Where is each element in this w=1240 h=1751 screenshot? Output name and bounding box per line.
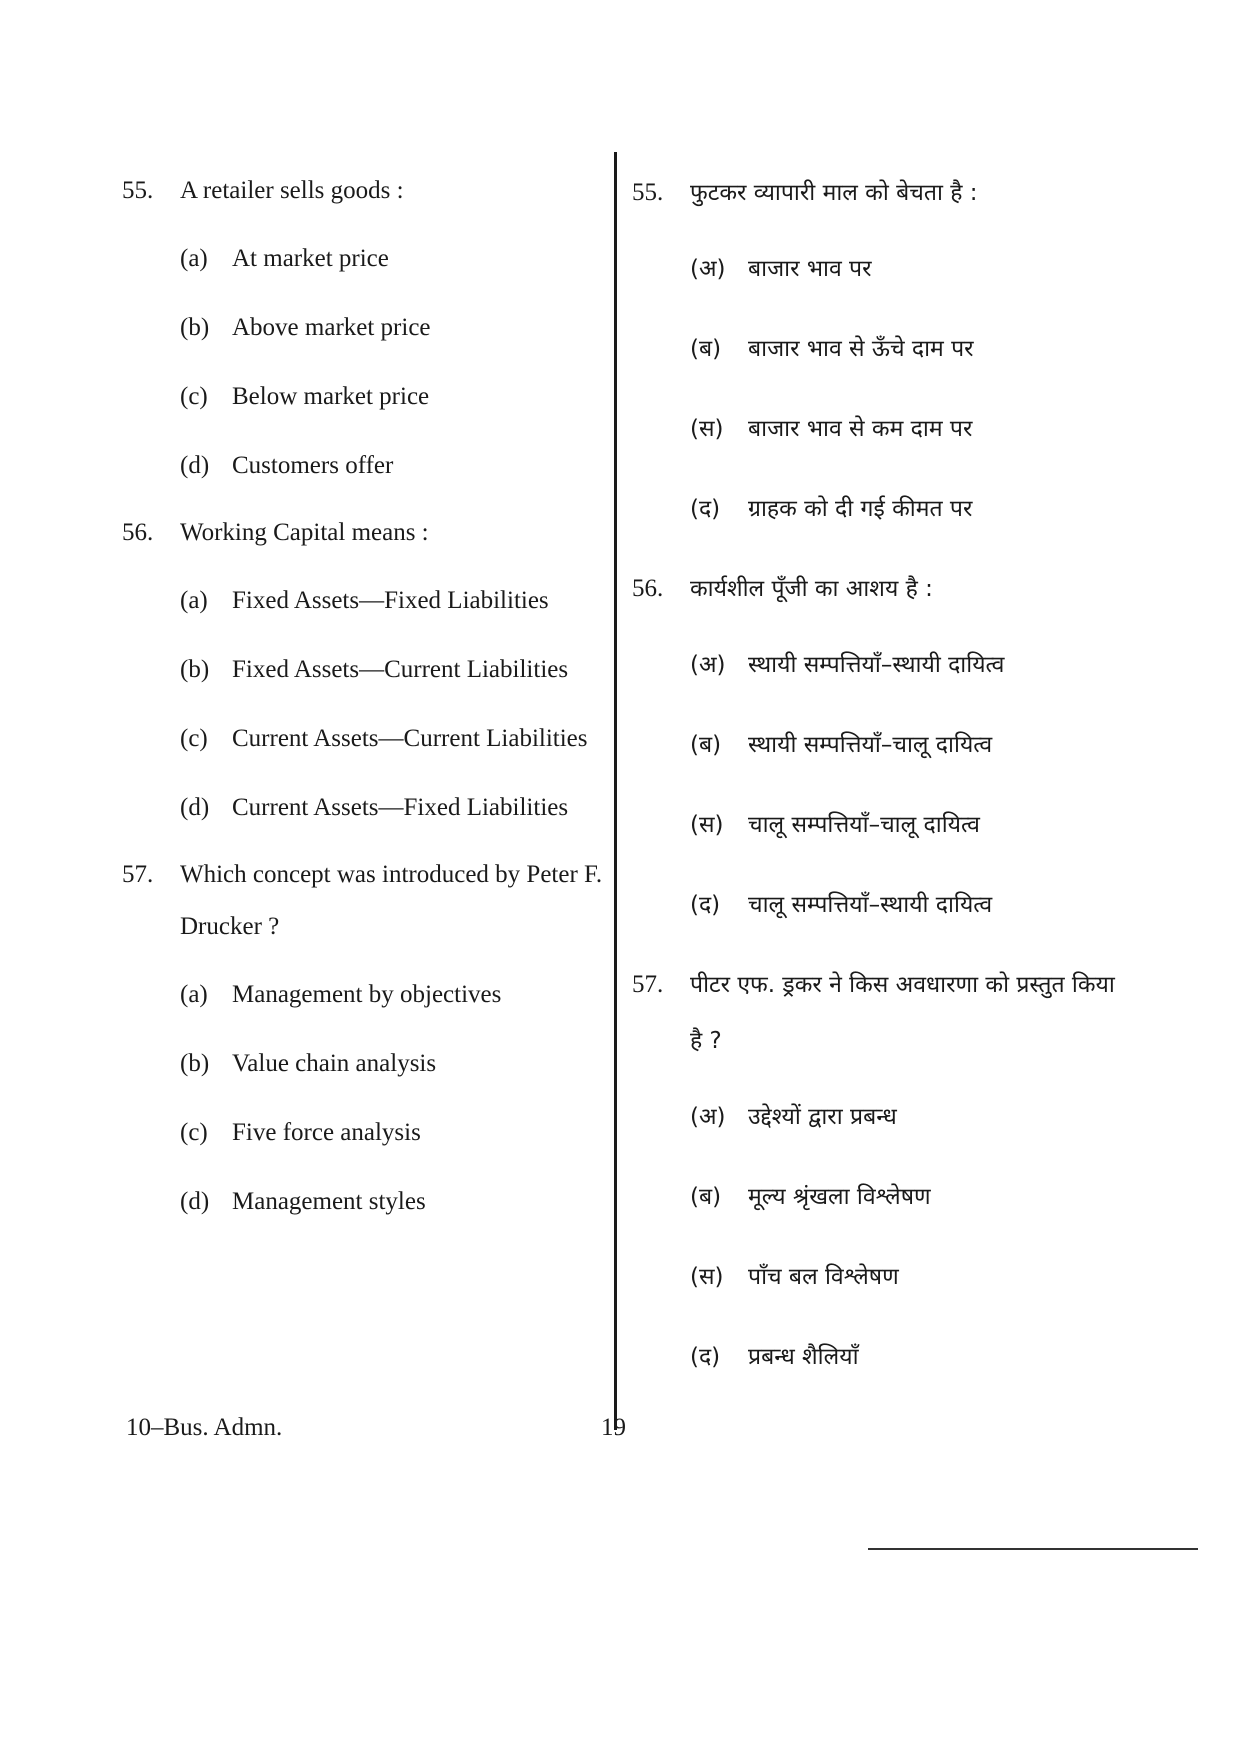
question-number: 56. [122, 519, 154, 546]
option-c [180, 369, 604, 425]
option-label: (d) [180, 452, 210, 479]
option-d [180, 780, 604, 836]
option-a [180, 231, 604, 287]
option-label: (b) [180, 1050, 210, 1077]
option-text: बाजार भाव से ऊँचे दाम पर [748, 336, 974, 362]
option-text: पाँच बल विश्लेषण [748, 1264, 899, 1290]
option-text: स्थायी सम्पत्तियाँ–स्थायी दायित्व [748, 652, 1005, 678]
option-label: (b) [180, 656, 210, 683]
question-text: Which concept was introduced by Peter F. Drucker ? [180, 861, 603, 940]
question-text: कार्यशील पूँजी का आशय है : [690, 576, 933, 602]
options-57-hi [690, 1089, 1132, 1385]
option-label: (b) [180, 314, 210, 341]
question-number: 55. [122, 177, 154, 204]
question-57-hi [632, 957, 1132, 1069]
option-b [180, 642, 604, 698]
option-label: (ब) [690, 336, 722, 362]
hindi-column [632, 165, 1132, 1409]
option-label: (अ) [690, 652, 726, 678]
question-55-hi [632, 165, 1132, 221]
question-number: 57. [122, 861, 154, 888]
option-text: At market price [232, 245, 389, 272]
options-55-hi [690, 241, 1132, 537]
subject-code: 10–Bus. Admn. [126, 1414, 283, 1441]
question-number: 55. [632, 179, 664, 206]
bottom-rule [868, 1548, 1198, 1550]
option-label: (c) [180, 725, 208, 752]
option-label: (a) [180, 587, 208, 614]
option-label: (स) [690, 416, 724, 442]
question-number: 57. [632, 971, 664, 998]
option-text: ग्राहक को दी गई कीमत पर [748, 496, 973, 522]
option-text: Fixed Assets—Current Liabilities [232, 656, 569, 683]
option-b [690, 321, 1132, 377]
option-b [690, 717, 1132, 773]
option-label: (द) [690, 496, 721, 522]
option-label: (द) [690, 892, 721, 918]
option-c [180, 1105, 604, 1161]
option-label: (a) [180, 981, 208, 1008]
question-56-en [122, 507, 604, 559]
option-label: (द) [690, 1344, 721, 1370]
options-56-hi [690, 637, 1132, 933]
option-a [690, 1089, 1132, 1145]
option-label: (d) [180, 1188, 210, 1215]
option-d [690, 481, 1132, 537]
option-label: (स) [690, 1264, 724, 1290]
option-text: Above market price [232, 314, 431, 341]
question-56-hi [632, 561, 1132, 617]
option-text: Current Assets—Current Liabilities [232, 725, 588, 752]
option-d [180, 1174, 604, 1230]
question-number: 56. [632, 575, 664, 602]
options-56-en [180, 573, 604, 836]
option-b [180, 300, 604, 356]
option-text: Value chain analysis [232, 1050, 437, 1077]
option-text: मूल्य श्रृंखला विश्लेषण [748, 1184, 931, 1210]
question-57-en [122, 849, 604, 953]
option-text: Customers offer [232, 452, 394, 479]
option-label: (d) [180, 794, 210, 821]
option-d [690, 877, 1132, 933]
option-c [690, 401, 1132, 457]
option-a [180, 573, 604, 629]
question-text: A retailer sells goods : [180, 177, 404, 204]
question-55-en [122, 165, 604, 217]
option-b [180, 1036, 604, 1092]
question-text: पीटर एफ. ड्रकर ने किस अवधारणा को प्रस्तुत किया है ? [690, 972, 1115, 1054]
option-label: (स) [690, 812, 724, 838]
options-55-en [180, 231, 604, 494]
option-label: (a) [180, 245, 208, 272]
option-text: चालू सम्पत्तियाँ–स्थायी दायित्व [748, 892, 993, 918]
page-number: 19 [601, 1414, 626, 1441]
english-column [122, 165, 604, 1243]
column-divider [614, 152, 617, 1430]
option-c [180, 711, 604, 767]
option-label: (c) [180, 383, 208, 410]
question-text: Working Capital means : [180, 519, 429, 546]
option-label: (अ) [690, 256, 726, 282]
option-text: Management styles [232, 1188, 426, 1215]
option-text: प्रबन्ध शैलियाँ [748, 1344, 859, 1370]
option-c [690, 1249, 1132, 1305]
option-text: बाजार भाव पर [748, 256, 872, 282]
question-text: फुटकर व्यापारी माल को बेचता है : [690, 180, 978, 206]
option-label: (ब) [690, 1184, 722, 1210]
options-57-en [180, 967, 604, 1230]
option-text: उद्देश्यों द्वारा प्रबन्ध [748, 1104, 897, 1130]
option-a [690, 241, 1132, 297]
option-text: चालू सम्पत्तियाँ–चालू दायित्व [748, 812, 980, 838]
option-a [690, 637, 1132, 693]
option-c [690, 797, 1132, 853]
option-text: Management by objectives [232, 981, 502, 1008]
option-text: Below market price [232, 383, 430, 410]
option-label: (c) [180, 1119, 208, 1146]
option-d [690, 1329, 1132, 1385]
option-text: Current Assets—Fixed Liabilities [232, 794, 569, 821]
option-text: स्थायी सम्पत्तियाँ–चालू दायित्व [748, 732, 993, 758]
option-d [180, 438, 604, 494]
option-label: (अ) [690, 1104, 726, 1130]
option-text: Five force analysis [232, 1119, 421, 1146]
option-label: (ब) [690, 732, 722, 758]
option-text: Fixed Assets—Fixed Liabilities [232, 587, 549, 614]
option-b [690, 1169, 1132, 1225]
option-text: बाजार भाव से कम दाम पर [748, 416, 973, 442]
option-a [180, 967, 604, 1023]
